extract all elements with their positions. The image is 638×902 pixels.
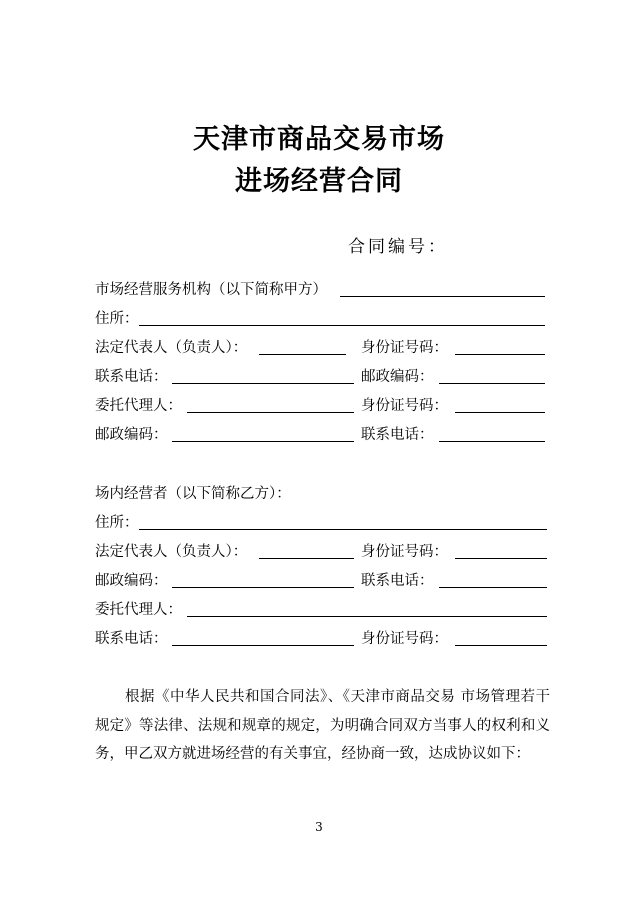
party-a-agent-field[interactable] — [187, 412, 354, 413]
party-a-postcode-field[interactable] — [439, 383, 545, 384]
party-a-heading: 市场经营服务机构（以下简称甲方） — [95, 282, 327, 298]
party-a-address-field[interactable] — [139, 325, 545, 326]
party-a-phone-label: 联系电话： — [95, 369, 168, 385]
party-b-address-label: 住所： — [95, 515, 139, 531]
party-b-legal-rep-label: 法定代表人（负责人）： — [95, 544, 248, 560]
party-b-phone-field[interactable] — [439, 587, 547, 588]
document-title-line2: 进场经营合同 — [235, 166, 403, 197]
party-a-name-field[interactable] — [340, 296, 545, 297]
party-a-postcode-label-2: 邮政编码： — [95, 427, 168, 443]
page-number: 3 — [315, 820, 323, 834]
party-b-address-field[interactable] — [139, 529, 547, 530]
party-a-postcode-field-2[interactable] — [172, 441, 354, 442]
party-b-id-field-2[interactable] — [455, 645, 547, 646]
party-a-agent-id-label: 身份证号码： — [361, 398, 448, 414]
party-b-phone-field-2[interactable] — [172, 645, 354, 646]
party-b-id-label-2: 身份证号码： — [361, 631, 448, 647]
party-b-heading: 场内经营者（以下简称乙方）： — [95, 486, 291, 502]
party-a-phone-field-2[interactable] — [439, 441, 545, 442]
party-b-postcode-field[interactable] — [172, 587, 354, 588]
party-a-id-field[interactable] — [455, 354, 545, 355]
party-a-legal-rep-label: 法定代表人（负责人）： — [95, 340, 248, 356]
party-b-legal-rep-field[interactable] — [259, 558, 354, 559]
party-a-id-label: 身份证号码： — [361, 340, 448, 356]
party-b-id-label: 身份证号码： — [361, 544, 448, 560]
party-a-agent-id-field[interactable] — [455, 412, 545, 413]
contract-number-label: 合同编号： — [348, 237, 448, 257]
party-a-phone-label-2: 联系电话： — [361, 427, 434, 443]
party-b-phone-label-2: 联系电话： — [95, 631, 168, 647]
party-a-postcode-label: 邮政编码： — [361, 369, 434, 385]
party-b-postcode-label: 邮政编码： — [95, 573, 168, 589]
party-b-phone-label: 联系电话： — [361, 573, 434, 589]
party-b-agent-label: 委托代理人： — [95, 602, 182, 618]
document-title-line1: 天津市商品交易市场 — [193, 124, 445, 155]
party-a-agent-label: 委托代理人： — [95, 398, 182, 414]
party-b-id-field[interactable] — [455, 558, 547, 559]
party-a-legal-rep-field[interactable] — [259, 354, 346, 355]
party-b-agent-field[interactable] — [187, 616, 547, 617]
party-a-phone-field[interactable] — [172, 383, 354, 384]
party-a-address-label: 住所： — [95, 311, 139, 327]
preamble-paragraph: 根据《中华人民共和国合同法》、《天津市商品交易 市场管理若干规定》等法律、法规和规章的规定，为明确合同双方当事人的权利和义务，甲乙双方就进场经营的有关事宜，经协商一致，达成协议如下： — [95, 689, 550, 762]
